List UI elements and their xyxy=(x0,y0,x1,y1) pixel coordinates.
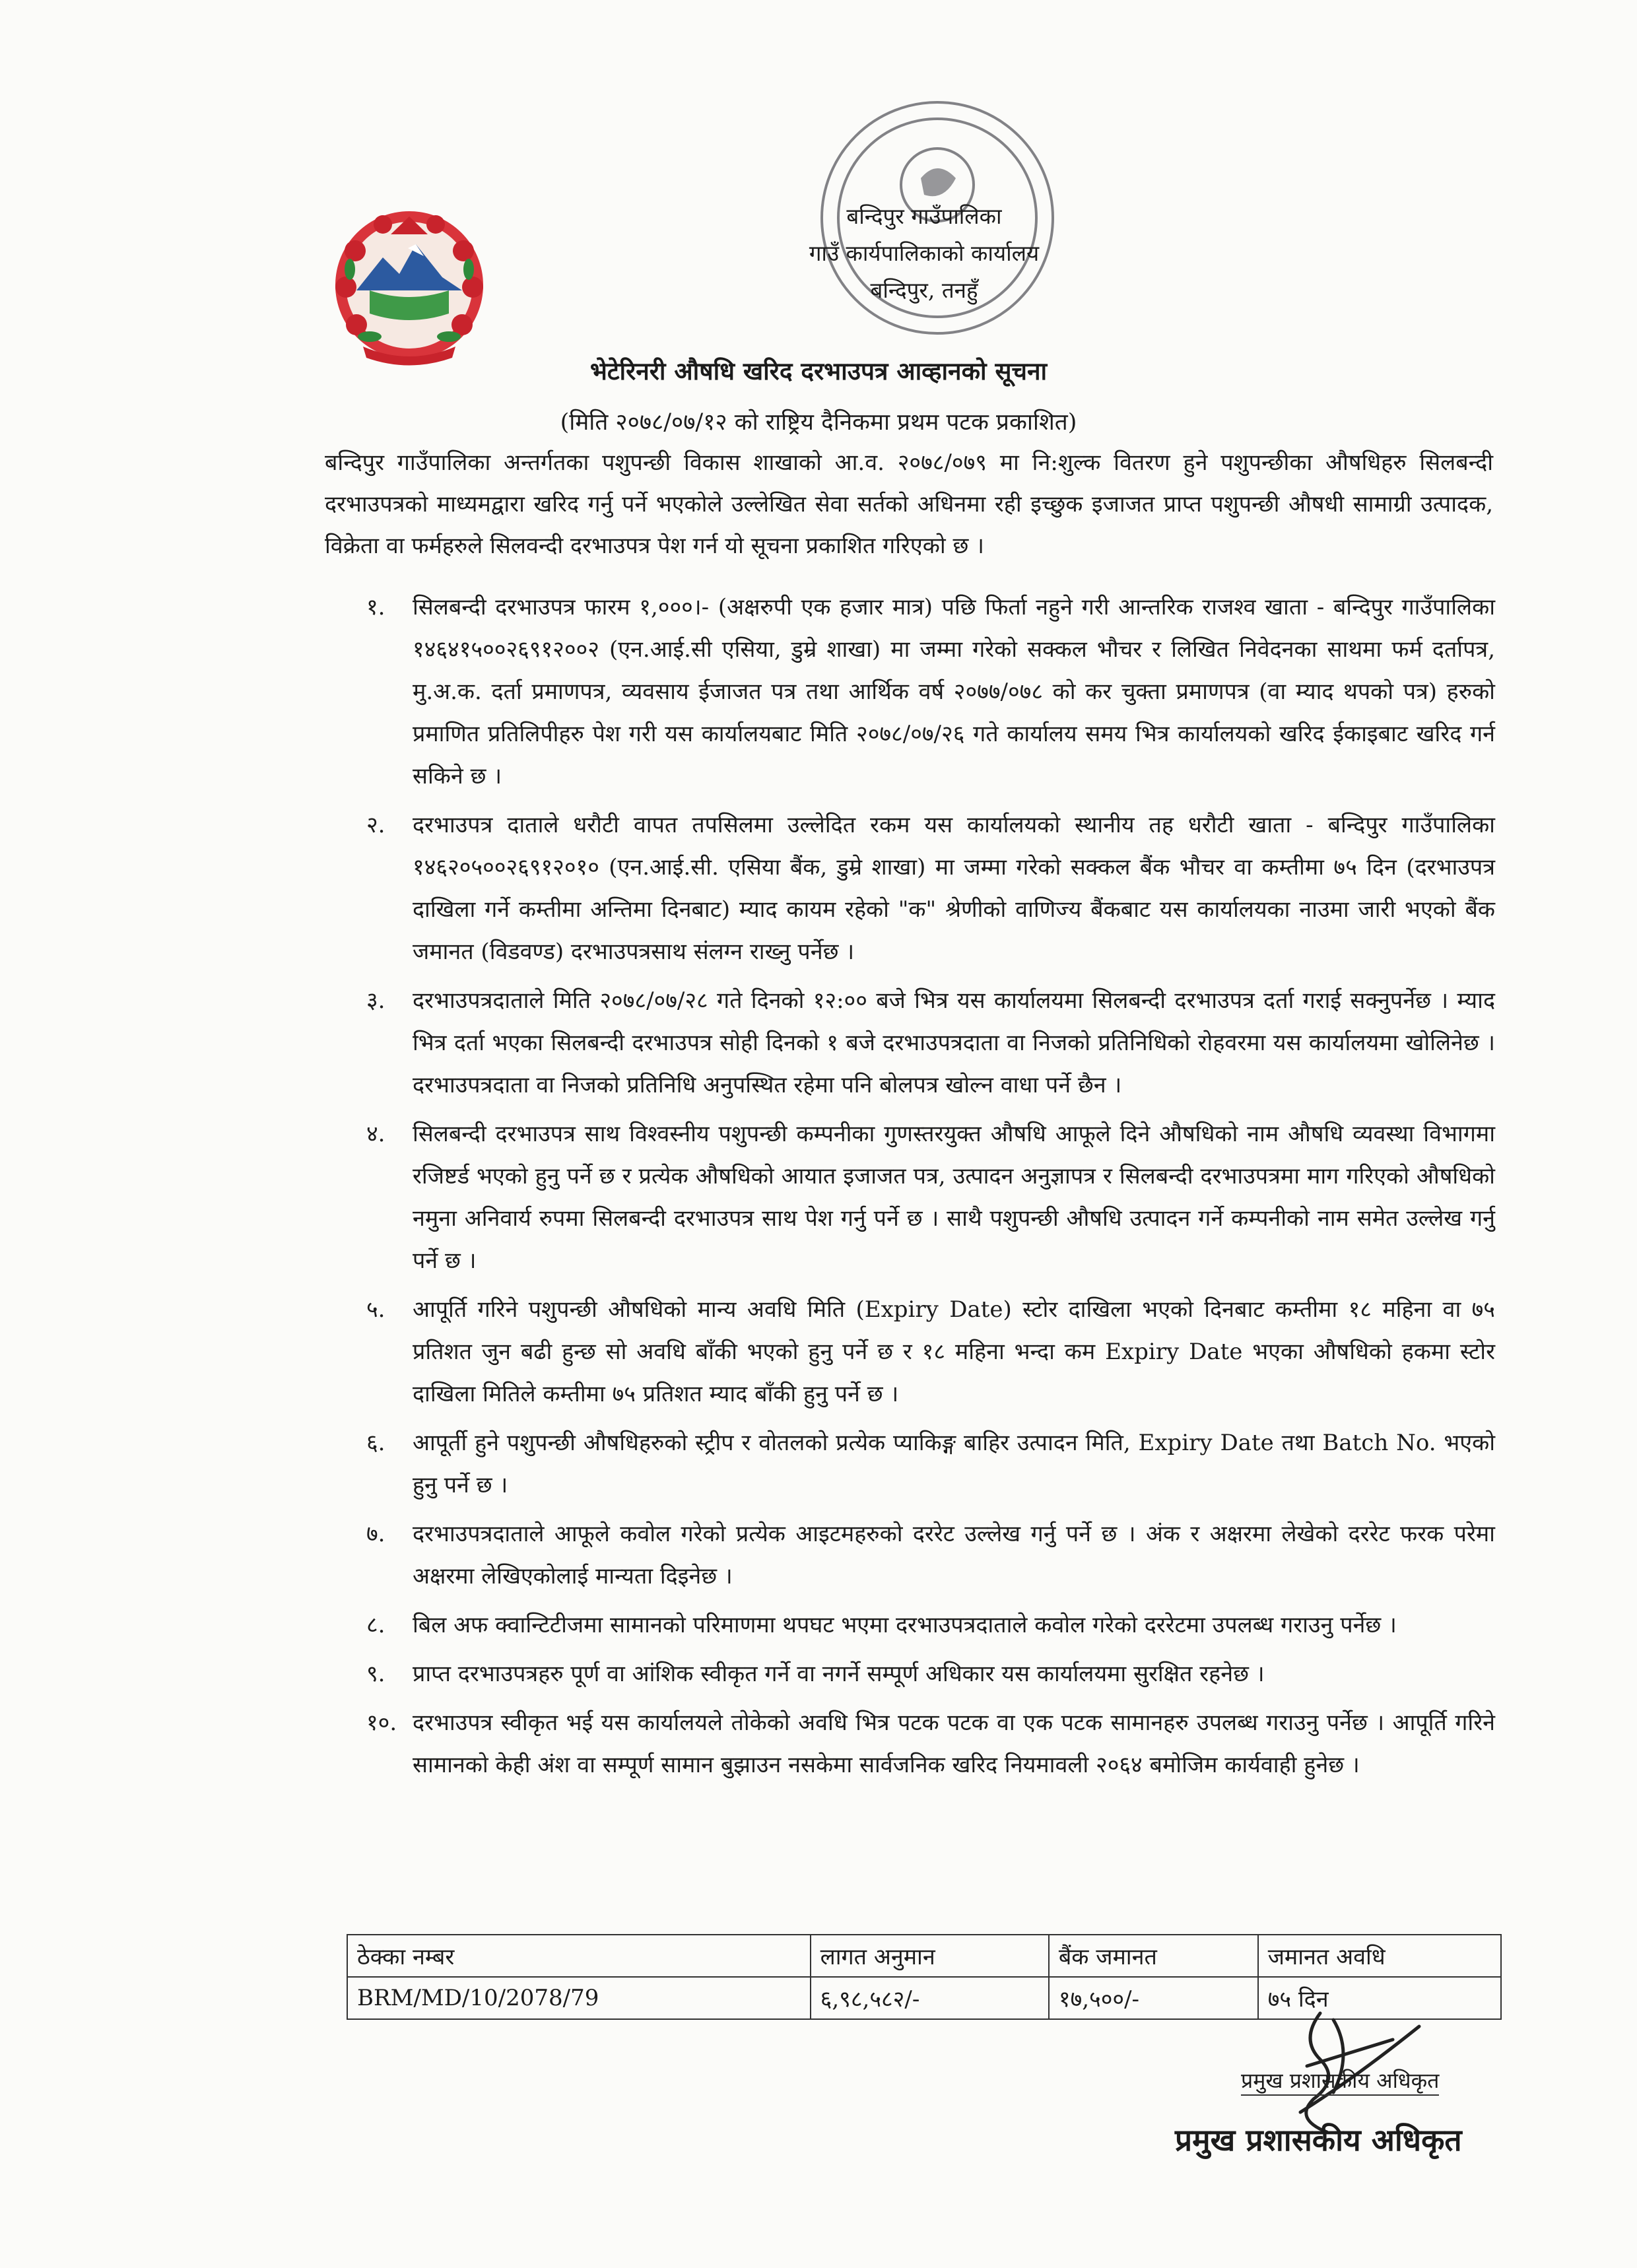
item-text: सिलबन्दी दरभाउपत्र साथ विश्वस्नीय पशुपन्छी कम्पनीका गुणस्तरयुक्त औषधि आफूले दिने औषधिको नाम औषधि व्यवस्था विभागमा रजिष्टर्ड भएको हुनु पर्ने छ र प्रत्येक औषधिको आयात इजाजत पत्र, उत्पादन अनुज्ञापत्र र सिलबन्दी दरभाउपत्रमा माग गरिएको औषधिको नमुना अनिवार्य रुपमा सिलबन्दी दरभाउपत्र साथ पेश गर्नु पर्ने छ । साथै पशुपन्छी औषधि उत्पादन गर्ने कम्पनीको नाम समेत उल्लेख गर्नु पर्ने छ । xyxy=(413,1121,1495,1274)
column-header: ठेक्का नम्बर xyxy=(347,1935,811,1977)
item-text: दरभाउपत्रदाताले आफूले कवोल गरेको प्रत्येक आइटमहरुको दररेट उल्लेख गर्नु पर्ने छ । अंक र अक्षरमा लेखेको दररेट फरक परेमा अक्षरमा लेखिएकोलाई मान्यता दिइनेछ । xyxy=(413,1521,1495,1589)
condition-item xyxy=(366,1288,1495,1415)
table-cell: BRM/MD/10/2078/79 xyxy=(347,1977,811,2019)
condition-item xyxy=(366,586,1495,797)
condition-item xyxy=(366,1113,1495,1282)
signatory-stamp: प्रमुख प्रशासकीय अधिकृत xyxy=(1175,2122,1462,2158)
item-text: दरभाउपत्र दाताले धरौटी वापत तपसिलमा उल्लेदित रकम यस कार्यालयको स्थानीय तह धरौटी खाता - बन्दिपुर गाउँपालिका १४६२०५००२६९१२०१० (एन.आई.सी. एसिया बैंक, डुम्रे शाखा) मा जम्मा गरेको सक्कल बैंक भौचर वा कम्तीमा ७५ दिन (दरभाउपत्र दाखिला गर्ने कम्तीमा अन्तिमा दिनबाट) म्याद कायम रहेको "क" श्रेणीको वाणिज्य बैंकबाट यस कार्यालयका नाउमा जारी भएको बैंक जमानत (विडवण्ड) दरभाउपत्रसाथ संलग्न राख्नु पर्नेछ । xyxy=(413,812,1495,965)
item-number: ६. xyxy=(366,1430,385,1456)
table-cell: ७५ दिन xyxy=(1258,1977,1501,2019)
office-address-block xyxy=(726,198,1122,309)
item-number: ५. xyxy=(366,1296,385,1323)
item-text: बिल अफ क्वान्टिटीजमा सामानको परिमाणमा थपघट भएमा दरभाउपत्रदाताले कवोल गरेको दररेटमा उपलब्ध गराउनु पर्नेछ । xyxy=(413,1612,1397,1638)
column-header: लागत अनुमान xyxy=(811,1935,1049,1977)
notice-title: भेटेरिनरी औषधि खरिद दरभाउपत्र आव्हानको सूचना xyxy=(589,356,1048,385)
table-cell: १७,५००/- xyxy=(1049,1977,1258,2019)
item-text: आपूर्ति गरिने पशुपन्छी औषधिको मान्य अवधि मिति (Expiry Date) स्टोर दाखिला भएको दिनबाट कम्तीमा १८ महिना वा ७५ प्रतिशत जुन बढी हुन्छ सो अवधि बाँकी भएको हुनु पर्ने छ र १८ महिना भन्दा कम Expiry Date भएका औषधिको हकमा स्टोर दाखिला मितिले कम्तीमा ७५ प्रतिशत म्याद बाँकी हुनु पर्ने छ । xyxy=(413,1296,1495,1407)
item-text: प्राप्त दरभाउपत्रहरु पूर्ण वा आंशिक स्वीकृत गर्ने वा नगर्ने सम्पूर्ण अधिकार यस कार्यालयमा सुरक्षित रहनेछ । xyxy=(413,1661,1265,1687)
item-number: १. xyxy=(366,594,385,620)
office-line-executive-office: गाउँ कार्यपालिकाको कार्यालय xyxy=(809,240,1040,266)
government-emblem xyxy=(330,205,488,370)
condition-item xyxy=(366,1513,1495,1597)
table-header-row xyxy=(347,1935,1501,1977)
condition-item xyxy=(366,1604,1495,1646)
item-text: सिलबन्दी दरभाउपत्र फारम १,०००।- (अक्षरुपी एक हजार मात्र) पछि फिर्ता नहुने गरी आन्तरिक राजश्व खाता - बन्दिपुर गाउँपालिका १४६४१५००२६९१२००२ (एन.आई.सी एसिया, डुम्रे शाखा) मा जम्मा गरेको सक्कल भौचर र लिखित निवेदनका साथमा फर्म दर्तापत्र, मु.अ.क. दर्ता प्रमाणपत्र, व्यवसाय ईजाजत पत्र तथा आर्थिक वर्ष २०७७/०७८ को कर चुक्ता प्रमाणपत्र (वा म्याद थपको पत्र) हरुको प्रमाणित प्रतिलिपीहरु पेश गरी यस कार्यालयबाट मिति २०७८/०७/२६ गते कार्यालय समय भित्र कार्यालयको खरिद ईकाइबाट खरिद गर्न सकिने छ । xyxy=(413,594,1495,789)
table-cell: ६,९८,५८२/- xyxy=(811,1977,1049,2019)
condition-item xyxy=(366,804,1495,973)
item-number: ७. xyxy=(366,1521,385,1547)
column-header: बैंक जमानत xyxy=(1049,1935,1258,1977)
item-number: २. xyxy=(366,812,385,838)
item-number: ४. xyxy=(366,1121,385,1147)
intro-paragraph: बन्दिपुर गाउँपालिका अन्तर्गतका पशुपन्छी विकास शाखाको आ.व. २०७८/०७९ मा नि:शुल्क वितरण हुने पशुपन्छीका औषधिहरु सिलबन्दी दरभाउपत्रको माध्यमद्वारा खरिद गर्नु पर्ने भएकोले उल्लेखित सेवा सर्तको अधिनमा रही इच्छुक इजाजत प्राप्त पशुपन्छी औषधी सामाग्री उत्पादक, विक्रेता वा फर्महरुले सिलवन्दी दरभाउपत्र पेश गर्न यो सूचना प्रकाशित गरिएको छ । xyxy=(325,450,1493,559)
condition-item xyxy=(366,1653,1495,1695)
item-number: १०. xyxy=(366,1710,397,1736)
office-line-municipality: बन्दिपुर गाउँपालिका xyxy=(846,203,1002,229)
item-number: ८. xyxy=(366,1612,385,1638)
signatory-title: प्रमुख प्रशासकीय अधिकृत xyxy=(1241,2066,1439,2096)
column-header: जमानत अवधि xyxy=(1258,1935,1501,1977)
item-text: दरभाउपत्र स्वीकृत भई यस कार्यालयले तोकेको अवधि भित्र पटक पटक वा एक पटक सामानहरु उपलब्ध गराउनु पर्नेछ । आपूर्ति गरिने सामानको केही अंश वा सम्पूर्ण सामान बुझाउन नसकेमा सार्वजनिक खरिद नियमावली २०६४ बमोजिम कार्यवाही हुनेछ । xyxy=(413,1710,1495,1778)
condition-item xyxy=(366,1422,1495,1506)
item-text: आपूर्ती हुने पशुपन्छी औषधिहरुको स्ट्रीप र वोतलको प्रत्येक प्याकिङ्ग बाहिर उत्पादन मिति, Expiry Date तथा Batch No. भएको हुनु पर्ने छ । xyxy=(413,1430,1495,1498)
item-number: ९. xyxy=(366,1661,385,1687)
office-line-location: बन्दिपुर, तनहुँ xyxy=(870,277,978,303)
condition-item xyxy=(366,980,1495,1106)
notice-subtitle: (मिति २०७८/०७/१२ को राष्ट्रिय दैनिकमा प्रथम पटक प्रकाशित) xyxy=(560,409,1077,436)
condition-item xyxy=(366,1702,1495,1786)
item-text: दरभाउपत्रदाताले मिति २०७८/०७/२८ गते दिनको १२:०० बजे भित्र यस कार्यालयमा सिलबन्दी दरभाउपत्र दर्ता गराई सक्नुपर्नेछ । म्याद भित्र दर्ता भएका सिलबन्दी दरभाउपत्र सोही दिनको १ बजे दरभाउपत्रदाता वा निजको प्रतिनिधिको रोहवरमा यस कार्यालयमा खोलिनेछ । दरभाउपत्रदाता वा निजको प्रतिनिधि अनुपस्थित रहेमा पनि बोलपत्र खोल्न वाधा पर्ने छैन । xyxy=(413,987,1495,1098)
conditions-list xyxy=(366,586,1495,1793)
item-number: ३. xyxy=(366,987,385,1014)
